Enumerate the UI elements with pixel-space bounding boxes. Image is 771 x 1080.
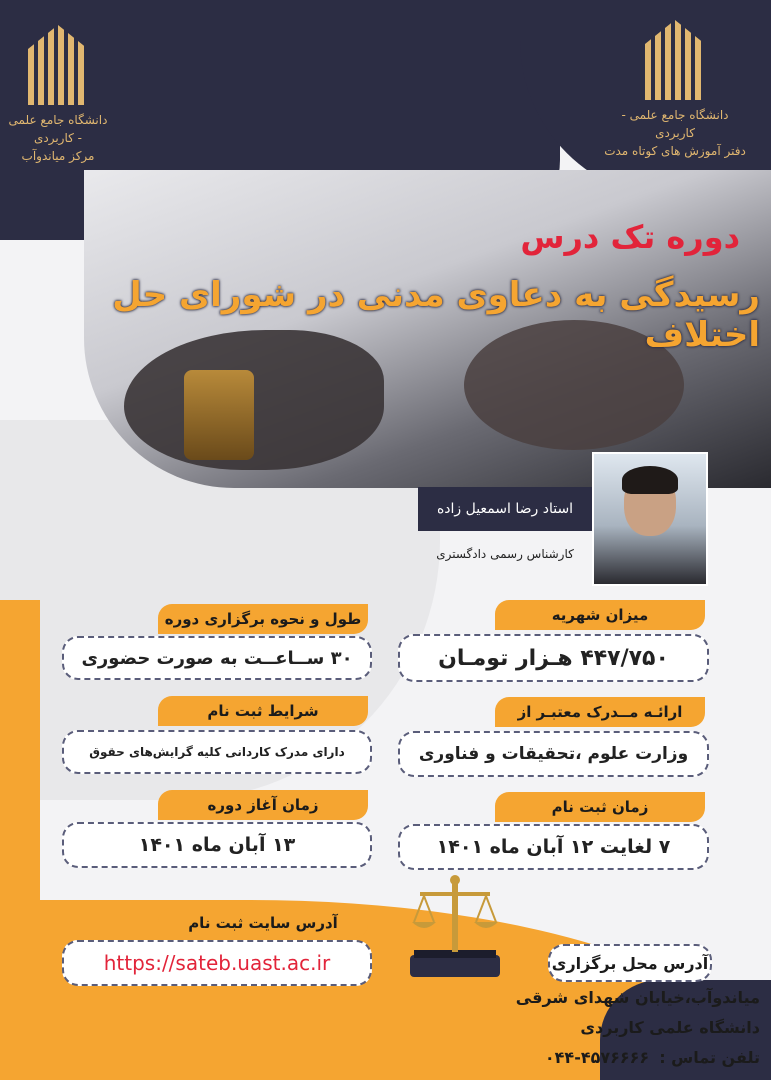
teacher-hair [622, 466, 678, 494]
side-orange-strip [0, 600, 40, 1080]
site-link[interactable]: https://sateb.uast.ac.ir [62, 940, 372, 986]
registration-time-value: ۷ لغایت ۱۲ آبان ماه ۱۴۰۱ [398, 824, 709, 870]
certificate-value: وزارت علوم ،تحقیقات و فناوری [398, 731, 709, 777]
registration-time-label: زمان ثبت نام [495, 792, 705, 822]
gavel-icon [184, 370, 254, 460]
scales-of-justice-icon [400, 870, 510, 990]
conditions-label: شرایط ثبت نام [158, 696, 368, 726]
phone-number[interactable]: ۰۴۴-۴۵۷۶۶۶۶ [544, 1048, 650, 1067]
university-logo-left [8, 25, 108, 165]
phone-label: تلفن تماس : [659, 1048, 760, 1067]
site-label: آدرس سایت ثبت نام [158, 908, 368, 938]
start-label: زمان آغاز دوره [158, 790, 368, 820]
teacher-name: استاد رضا اسمعیل زاده [418, 487, 592, 531]
phone-row [470, 1048, 760, 1067]
certificate-label: ارائـه مــدرک معتبـر از [495, 697, 705, 727]
conditions-value: دارای مدرک کاردانی کلیه گرایش‌های حقوق [62, 730, 372, 774]
venue-address-line1: میاندوآب،خیابان شهدای شرقی [515, 988, 760, 1007]
course-title: رسیدگی به دعاوی مدنی در شورای حل اختلاف [112, 275, 760, 355]
logo-left-line2: مرکز میاندوآب [21, 149, 95, 163]
fee-value: ۴۴۷/۷۵۰ هـزار تومـان [398, 634, 709, 682]
venue-address-line2: دانشگاه علمی کاربردی [580, 1018, 760, 1037]
venue-label: آدرس محل برگزاری [548, 944, 712, 982]
logo-right-line1: دانشگاه جامع علمی - کاربردی [621, 108, 729, 140]
duration-value: ۳۰ ســاعــت به صورت حضوری [62, 636, 372, 680]
teacher-role: کارشناس رسمی دادگستری [436, 547, 574, 561]
start-value: ۱۳ آبان ماه ۱۴۰۱ [62, 822, 372, 868]
university-logo-icon [28, 25, 88, 105]
logo-left-line1: دانشگاه جامع علمی - کاربردی [8, 113, 108, 145]
teacher-photo [592, 452, 708, 586]
logo-right-line2: دفتر آموزش های کوتاه مدت [604, 144, 746, 158]
duration-label: طول و نحوه برگزاری دوره [158, 604, 368, 634]
course-type-title: دوره تک درس [520, 218, 740, 256]
university-logo-icon [645, 20, 705, 100]
fee-label: میزان شهریه [495, 600, 705, 630]
university-logo-right [600, 20, 750, 160]
